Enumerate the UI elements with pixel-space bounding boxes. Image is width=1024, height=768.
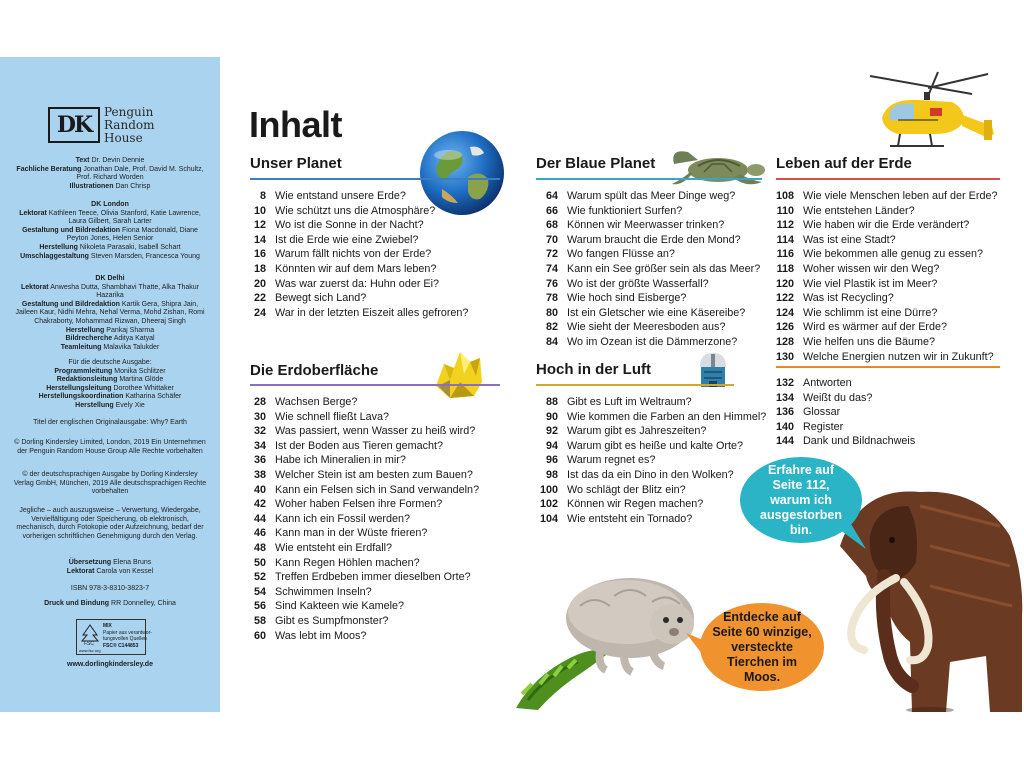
toc-entry[interactable] — [532, 512, 766, 527]
toc-page-number: 122 — [775, 292, 794, 305]
toc-entry-title: War in der letzten Eiszeit alles gefroren? — [275, 306, 469, 319]
toc-entry-title: Wie helfen uns die Bäume? — [803, 335, 936, 348]
toc-entry-title: Können wir Meerwasser trinken? — [567, 219, 725, 232]
section-underline — [250, 178, 500, 180]
toc-entry-title: Schwimmen Inseln? — [275, 585, 372, 598]
toc-entry[interactable] — [240, 453, 479, 468]
toc-entry[interactable] — [240, 614, 479, 629]
toc-page-number: 46 — [253, 527, 266, 540]
toc-entry[interactable] — [240, 483, 479, 498]
sulfur-crystal-illustration — [430, 346, 486, 402]
imprint-german-edition: Für die deutsche Ausgabe: Programmleitung Monika Schlitzer Redaktionsleitung Martina Glöde Herstellungsleitung Dorothee Whittaker Herstellungskoordination Katharina Schäfer Herstellung Evely Xie — [38, 359, 182, 409]
toc-entry-title: Welcher Stein ist am besten zum Bauen? — [275, 468, 473, 481]
toc-page-number: 102 — [539, 498, 558, 511]
page-title: Inhalt — [249, 104, 342, 145]
fsc-tree-icon — [80, 623, 100, 645]
toc-entry[interactable] — [240, 277, 468, 292]
toc-page-number: 74 — [545, 262, 558, 275]
toc-entry-title: Wie haben wir die Erde verändert? — [803, 219, 970, 232]
toc-entry[interactable] — [532, 204, 760, 219]
toc-entry-title: Bewegt sich Land? — [275, 292, 367, 305]
toc-page-number: 50 — [253, 556, 266, 569]
toc-entry-title: Woher haben Felsen ihre Formen? — [275, 498, 443, 511]
toc-page-number: 108 — [775, 190, 794, 202]
toc-entry[interactable] — [768, 420, 915, 435]
toc-page-number: 134 — [775, 391, 794, 404]
toc-entry[interactable] — [532, 395, 766, 410]
toc-entry[interactable] — [240, 424, 479, 439]
toc-entry[interactable] — [240, 306, 468, 321]
svg-text:FSC: FSC — [84, 641, 94, 645]
toc-entry-title: Wie schützt uns die Atmosphäre? — [275, 204, 436, 217]
toc-entry[interactable] — [532, 291, 760, 306]
toc-page-number: 72 — [545, 248, 558, 261]
toc-entry[interactable] — [532, 483, 766, 498]
toc-page-number: 38 — [253, 468, 266, 481]
imprint-dk-london: DK London Lektorat Kathleen Teece, Olivia Stanford, Katie Lawrence, Laura Gilbert, Sarah Larter Gestaltung und Bildredaktion Fiona Macdonald, Diane Peyton Jones, Helen Senior Herstellung Nikoleta Parasaki, Isabell Schart Umschlaggestaltung Steven Marsden, Francesca Young — [19, 201, 201, 260]
toc-page-number: 90 — [545, 410, 558, 423]
toc-page-number: 66 — [545, 204, 558, 217]
toc-entry-title: Wie kommen die Farben an den Himmel? — [567, 410, 767, 423]
toc-page-number: 132 — [775, 377, 794, 389]
toc-page-number: 110 — [776, 204, 794, 217]
toc-page-number: 12 — [253, 219, 266, 232]
toc-page-number: 70 — [545, 233, 558, 246]
toc-entry[interactable] — [240, 233, 468, 248]
toc-entry[interactable] — [768, 291, 997, 306]
toc-entry[interactable] — [532, 424, 766, 439]
toc-entry-title: Glossar — [803, 406, 841, 419]
toc-entry[interactable] — [240, 218, 468, 233]
toc-entry-title: Warum regnet es? — [567, 454, 656, 467]
toc-entry-title: Warum braucht die Erde den Mond? — [567, 233, 741, 246]
toc-entry-title: Sind Kakteen wie Kamele? — [275, 600, 405, 613]
toc-entry-title: Ist die Erde wie eine Zwiebel? — [275, 233, 419, 246]
toc-entry-title: Wie schlimm ist eine Dürre? — [803, 306, 938, 319]
toc-entry-title: Habe ich Mineralien in mir? — [275, 454, 406, 467]
toc-entry-title: Ist das da ein Dino in den Wolken? — [567, 468, 734, 481]
toc-entry[interactable] — [240, 512, 479, 527]
toc-entry[interactable] — [532, 497, 766, 512]
toc-entry[interactable] — [240, 439, 479, 454]
toc-entry-title: Wo ist die Sonne in der Nacht? — [275, 219, 424, 232]
toc-entry[interactable] — [532, 439, 766, 454]
toc-entry-title: Wie entstand unsere Erde? — [275, 190, 406, 202]
toc-entry-title: Wo im Ozean ist die Dämmerzone? — [567, 335, 738, 348]
toc-page-number: 124 — [775, 306, 794, 319]
toc-entry[interactable] — [532, 453, 766, 468]
toc-entry-title: Was ist eine Stadt? — [803, 233, 896, 246]
toc-page-number: 56 — [253, 600, 266, 613]
section-title-leben-erde: Leben auf der Erde — [776, 155, 912, 172]
toc-entry-title: Warum gibt es heiße und kalte Orte? — [567, 439, 744, 452]
toc-entry[interactable] — [532, 233, 760, 248]
toc-entry[interactable] — [240, 629, 479, 644]
toc-entry[interactable] — [532, 410, 766, 425]
toc-page-number: 112 — [776, 219, 794, 232]
toc-page-number: 84 — [545, 335, 558, 348]
toc-page-number: 82 — [545, 321, 558, 334]
toc-entry[interactable] — [532, 320, 760, 335]
toc-entry-title: Wie bekommen alle genug zu essen? — [803, 248, 984, 261]
imprint-isbn: ISBN 978-3-8310-3823-7 — [70, 585, 150, 592]
imprint-credits: Text Dr. Devin Dennie Fachliche Beratung Jonathan Dale, Prof. David M. Schultz, Prof. Richard Worden Illustrationen Dan Chrisp — [16, 157, 204, 190]
toc-entry-title: Warum gibt es Jahreszeiten? — [567, 425, 707, 438]
toc-entry-title: Kann Regen Höhlen machen? — [275, 556, 420, 569]
toc-entry[interactable] — [240, 526, 479, 541]
imprint-copyright-uk: © Dorling Kindersley Limited, London, 2019 Ein Unternehmen der Penguin Random House Group Alle Rechte vorbehalten — [14, 439, 206, 455]
tardigrade-illustration — [514, 566, 710, 712]
toc-page-number: 80 — [545, 306, 558, 319]
toc-page-number: 32 — [253, 425, 266, 438]
toc-page-number: 94 — [545, 439, 558, 452]
toc-page-number: 22 — [253, 292, 266, 305]
toc-entry[interactable] — [240, 599, 479, 614]
toc-entry-title: Wie funktioniert Surfen? — [567, 204, 683, 217]
toc-page-number: 120 — [775, 277, 794, 290]
toc-entry[interactable] — [240, 204, 468, 219]
toc-page-number: 40 — [253, 483, 266, 496]
toc-page-number: 16 — [253, 248, 266, 261]
toc-list-blaue-planet — [532, 189, 760, 350]
toc-entry[interactable] — [532, 335, 760, 350]
toc-entry-title: Woher wissen wir den Weg? — [803, 262, 940, 275]
toc-page-number: 104 — [539, 512, 558, 525]
toc-page-number: 36 — [253, 454, 266, 467]
toc-entry[interactable] — [240, 556, 479, 571]
toc-page-number: 58 — [253, 614, 266, 627]
toc-entry[interactable] — [768, 306, 997, 321]
section-title-erdoberflaeche: Die Erdoberfläche — [250, 362, 379, 379]
toc-entry-title: Ist der Boden aus Tieren gemacht? — [275, 439, 444, 452]
section-underline — [536, 384, 734, 386]
toc-entry-title: Warum fällt nichts von der Erde? — [275, 248, 432, 261]
toc-entry-title: Wie viele Menschen leben auf der Erde? — [803, 190, 998, 202]
imprint-rights-notice: Jegliche – auch auszugsweise – Verwertung, Wiedergabe, Vervielfältigung oder Speicherung, ob elektronisch, mechanisch, durch Fotokopie oder Aufzeichnung, bedarf der vorherigen schriftlichen Genehmigung durch den Verlag. — [16, 507, 204, 540]
toc-entry[interactable] — [532, 262, 760, 277]
toc-entry[interactable] — [768, 247, 997, 262]
toc-entry-title: Wo ist der größte Wasserfall? — [567, 277, 709, 290]
toc-entry[interactable] — [768, 233, 997, 248]
toc-page-number: 20 — [253, 277, 266, 290]
toc-entry[interactable] — [240, 541, 479, 556]
toc-entry-title: Register — [803, 420, 844, 433]
sea-turtle-illustration — [668, 144, 766, 188]
toc-list-erdoberflaeche — [240, 395, 479, 643]
imprint-column — [0, 57, 220, 712]
toc-page-number: 126 — [775, 321, 794, 334]
toc-list-leben-erde — [768, 189, 997, 364]
toc-page-number: 44 — [253, 512, 266, 525]
section-title-blaue-planet: Der Blaue Planet — [536, 155, 656, 172]
toc-entry-title: Was war zuerst da: Huhn oder Ei? — [275, 277, 440, 290]
toc-page-number: 24 — [253, 306, 266, 319]
toc-entry[interactable] — [768, 320, 997, 335]
toc-entry-title: Wie entsteht ein Tornado? — [567, 512, 693, 525]
toc-entry[interactable] — [532, 247, 760, 262]
toc-entry[interactable] — [240, 189, 468, 204]
toc-entry-title: Weißt du das? — [803, 391, 873, 404]
toc-entry-title: Wie viel Plastik ist im Meer? — [803, 277, 938, 290]
toc-entry-title: Was lebt im Moos? — [275, 629, 367, 642]
toc-entry[interactable] — [768, 376, 915, 391]
toc-entry[interactable] — [240, 570, 479, 585]
toc-page-number: 68 — [545, 219, 558, 232]
toc-entry-title: Können wir Regen machen? — [567, 498, 704, 511]
toc-entry-title: Gibt es Sumpfmonster? — [275, 614, 389, 627]
toc-page-number: 88 — [545, 396, 558, 408]
toc-entry-title: Antworten — [803, 377, 852, 389]
toc-entry[interactable] — [532, 218, 760, 233]
toc-page-number: 54 — [253, 585, 266, 598]
toc-entry[interactable] — [532, 189, 760, 204]
toc-entry-title: Dank und Bildnachweis — [803, 435, 916, 448]
toc-entry-title: Gibt es Luft im Weltraum? — [567, 396, 692, 408]
imprint-translation: Übersetzung Elena Bruns Lektorat Carola von Kessel — [66, 559, 154, 575]
toc-entry-title: Wo fangen Flüsse an? — [567, 248, 675, 261]
toc-entry-title: Kann ich ein Fossil werden? — [275, 512, 411, 525]
toc-page-number: 48 — [253, 541, 266, 554]
fsc-badge: FSC MIX Papier aus verantwor- tungsvollen Quellen FSC® C144853 www.fsc.org — [76, 619, 146, 655]
toc-page-number: 136 — [775, 406, 794, 419]
toc-page-number: 96 — [545, 454, 558, 467]
toc-entry[interactable] — [768, 405, 915, 420]
toc-entry[interactable] — [768, 434, 915, 449]
section-title-unser-planet: Unser Planet — [250, 155, 342, 172]
toc-entry[interactable] — [768, 189, 997, 204]
toc-entry-title: Wie entsteht ein Erdfall? — [275, 541, 393, 554]
toc-entry[interactable] — [240, 247, 468, 262]
toc-entry[interactable] — [240, 395, 479, 410]
toc-entry-title: Wo schlägt der Blitz ein? — [567, 483, 686, 496]
toc-page-number: 28 — [253, 396, 266, 408]
toc-page-number: 64 — [545, 190, 558, 202]
tardigrade-speech-bubble: Entdecke auf Seite 60 winzige, versteckte Tierchen im Moos. — [700, 603, 824, 691]
toc-page-number: 34 — [253, 439, 266, 452]
toc-entry[interactable] — [532, 306, 760, 321]
imprint-print: Druck und Bindung RR Donnelley, China — [44, 600, 176, 607]
toc-page-number: 10 — [253, 204, 266, 217]
toc-entry[interactable] — [532, 468, 766, 483]
toc-page-number: 98 — [545, 468, 558, 481]
section-title-hoch-luft: Hoch in der Luft — [536, 361, 651, 378]
imprint-copyright-de: © der deutschsprachigen Ausgabe by Dorling Kindersley Verlag GmbH, München, 2019 Alle deutschsprachigen Rechte vorbehalten — [13, 471, 207, 496]
imprint-dk-delhi: DK Delhi Lektorat Anwesha Dutta, Shambhavi Thatte, Alka Thakur Hazarika Gestaltung und Bildredaktion Kartik Gera, Shipra Jain, Jaileen Kaur, Nidhi Mehra, Nehal Verma, Mohd Zishan, Romi Chakraborty, Mohammad Rizwan, Dheeraj Singh Herstellung Pankaj Sharma Bildrecherche Aditya Katyal Teamleitung Malavika Talukder — [15, 275, 205, 351]
toc-page-number: 42 — [253, 498, 266, 511]
section-underline — [250, 384, 500, 386]
toc-list-unser-planet — [240, 189, 468, 320]
toc-entry-title: Kann ein See größer sein als das Meer? — [567, 262, 761, 275]
toc-page-number: 92 — [545, 425, 558, 438]
section-underline — [536, 178, 762, 180]
toc-page-number: 130 — [775, 350, 794, 363]
toc-entry[interactable] — [768, 218, 997, 233]
toc-page-number: 14 — [253, 233, 266, 246]
publisher-logo-text: Penguin Random House — [104, 105, 155, 145]
section-underline-anhang — [776, 366, 1000, 368]
toc-entry[interactable] — [768, 391, 915, 406]
helicopter-illustration — [868, 68, 1002, 164]
imprint-original-title: Titel der englischen Originalausgabe: Why? Earth — [33, 419, 187, 426]
toc-entry-title: Wie entstehen Länder? — [803, 204, 915, 217]
toc-page-number: 144 — [775, 435, 794, 448]
toc-entry[interactable] — [240, 468, 479, 483]
toc-entry[interactable] — [768, 335, 997, 350]
toc-entry[interactable] — [768, 277, 997, 292]
toc-entry-title: Treffen Erdbeben immer dieselben Orte? — [275, 571, 471, 584]
toc-page-number: 52 — [253, 571, 266, 584]
toc-entry-title: Wie hoch sind Eisberge? — [567, 292, 687, 305]
toc-page-number: 116 — [776, 248, 794, 261]
toc-page-number: 100 — [539, 483, 558, 496]
toc-page-number: 128 — [775, 335, 794, 348]
toc-entry-title: Wird es wärmer auf der Erde? — [803, 321, 948, 334]
toc-entry-title: Welche Energien nutzen wir in Zukunft? — [803, 350, 994, 363]
toc-entry[interactable] — [240, 497, 479, 512]
toc-page-number: 114 — [776, 233, 794, 246]
toc-entry[interactable] — [768, 262, 997, 277]
toc-list-anhang — [768, 376, 915, 449]
toc-entry[interactable] — [240, 410, 479, 425]
toc-page-number: 118 — [776, 262, 794, 275]
toc-entry-title: Wachsen Berge? — [275, 396, 358, 408]
toc-entry-title: Was passiert, wenn Wasser zu heiß wird? — [275, 425, 476, 438]
mammoth-speech-bubble: Erfahre auf Seite 112, warum ich ausgestorben bin. — [740, 457, 862, 543]
toc-list-hoch-luft — [532, 395, 766, 526]
dk-logo: DK — [48, 107, 100, 143]
toc-entry-title: Kann ein Felsen sich in Sand verwandeln? — [275, 483, 480, 496]
toc-entry[interactable] — [768, 204, 997, 219]
section-underline — [776, 178, 1000, 180]
toc-entry-title: Wie schnell fließt Lava? — [275, 410, 390, 423]
toc-entry-title: Warum spült das Meer Dinge weg? — [567, 190, 736, 202]
toc-entry[interactable] — [240, 291, 468, 306]
toc-page-number: 76 — [545, 277, 558, 290]
imprint-website[interactable]: www.dorlingkindersley.de — [67, 661, 153, 668]
toc-page-number: 60 — [253, 629, 266, 642]
toc-entry[interactable] — [240, 262, 468, 277]
toc-entry-title: Ist ein Gletscher wie eine Käsereibe? — [567, 306, 746, 319]
toc-entry[interactable] — [240, 585, 479, 600]
toc-entry-title: Könnten wir auf dem Mars leben? — [275, 262, 437, 275]
toc-entry-title: Wie sieht der Meeresboden aus? — [567, 321, 726, 334]
toc-entry-title: Kann man in der Wüste frieren? — [275, 527, 428, 540]
toc-page-number: 78 — [545, 292, 558, 305]
toc-entry[interactable] — [532, 277, 760, 292]
toc-page-number: 30 — [253, 410, 266, 423]
toc-page-number: 8 — [259, 190, 266, 202]
toc-page-number: 140 — [775, 420, 794, 433]
toc-page-number: 18 — [253, 262, 266, 275]
toc-entry-title: Was ist Recycling? — [803, 292, 894, 305]
toc-entry[interactable] — [768, 350, 997, 365]
